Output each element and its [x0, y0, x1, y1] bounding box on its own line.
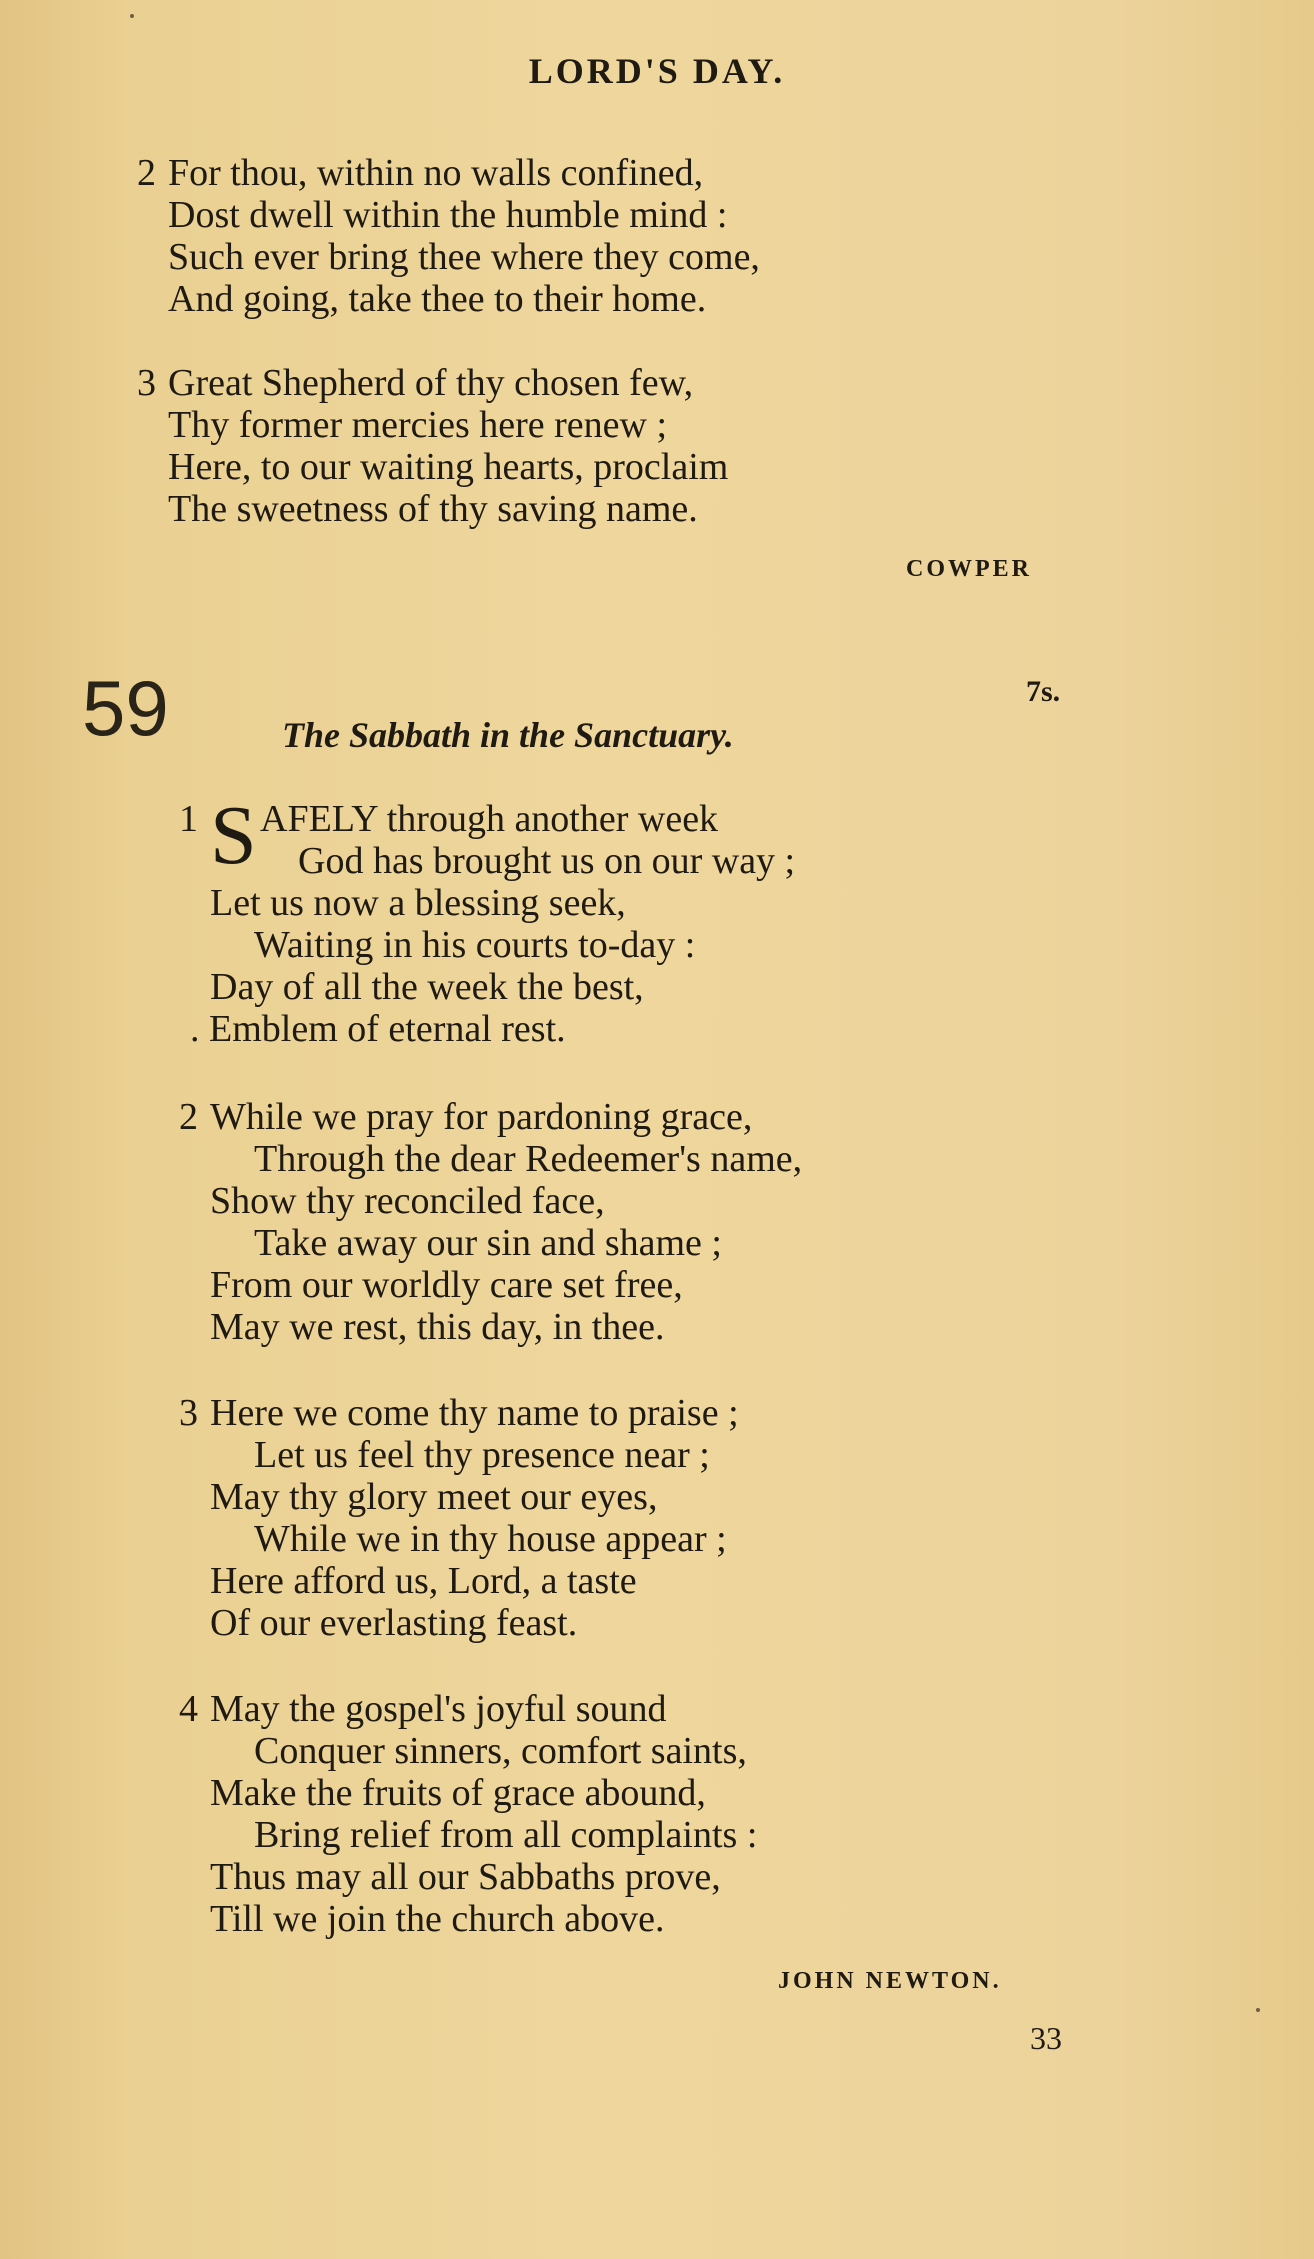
print-speck: [130, 14, 134, 18]
stanza-line: While we in thy house appear ;: [254, 1518, 727, 1560]
stanza-line: Waiting in his courts to-day :: [254, 924, 696, 966]
stanza-line: Dost dwell within the humble mind :: [168, 194, 728, 236]
print-speck: [1256, 2008, 1260, 2012]
stanza-line: And going, take thee to their home.: [168, 278, 707, 320]
stanza-line: Bring relief from all complaints :: [254, 1814, 758, 1856]
stanza-line: Thy former mercies here renew ;: [168, 404, 668, 446]
hymn-author: JOHN NEWTON.: [778, 1968, 1002, 1994]
stanza-number: 2: [137, 152, 156, 194]
prev-hymn-author: COWPER: [906, 556, 1032, 582]
stanza-line: May thy glory meet our eyes,: [210, 1476, 658, 1518]
stanza-line: Take away our sin and shame ;: [254, 1222, 722, 1264]
stanza-line: Here, to our waiting hearts, proclaim: [168, 446, 729, 488]
stanza-line: From our worldly care set free,: [210, 1264, 683, 1306]
hymn-stanza-3: [179, 1392, 739, 1644]
prev-hymn-stanza-3: [137, 362, 729, 530]
stanza-line: Through the dear Redeemer's name,: [254, 1138, 803, 1180]
hymn-meter: 7s.: [1026, 675, 1061, 708]
stanza-line: . Emblem of eternal rest.: [190, 1008, 566, 1050]
stanza-line: 2 For thou, within no walls confined,: [168, 152, 760, 194]
hymn-number: 59: [82, 664, 169, 752]
hymn-title: The Sabbath in the Sanctuary.: [282, 715, 734, 755]
stanza-line: Day of all the week the best,: [210, 966, 644, 1008]
stanza-number: 2: [179, 1096, 198, 1138]
stanza-line: 2 While we pray for pardoning grace,: [210, 1096, 802, 1138]
hymn-stanza-2: [179, 1096, 803, 1348]
stanza-line: Let us now a blessing seek,: [210, 882, 626, 924]
stanza-line: May we rest, this day, in thee.: [210, 1306, 665, 1348]
drop-cap: S: [210, 789, 257, 882]
stanza-line: Conquer sinners, comfort saints,: [254, 1730, 747, 1772]
hymn-stanza-1: [179, 789, 796, 1050]
stanza-line: Till we join the church above.: [210, 1898, 665, 1940]
stanza-line: 4 May the gospel's joyful sound: [210, 1688, 757, 1730]
stanza-line: Thus may all our Sabbaths prove,: [210, 1856, 721, 1898]
page-number: 33: [1030, 2020, 1062, 2056]
stanza-line: Show thy reconciled face,: [210, 1180, 605, 1222]
stanza-line: Let us feel thy presence near ;: [254, 1434, 710, 1476]
stanza-number: 3: [137, 362, 156, 404]
stanza-line: Of our everlasting feast.: [210, 1602, 578, 1644]
stanza-line: Such ever bring thee where they come,: [168, 236, 760, 278]
stanza-line: The sweetness of thy saving name.: [168, 488, 698, 530]
stanza-number: 1: [179, 798, 198, 840]
stanza-line: Make the fruits of grace abound,: [210, 1772, 706, 1814]
stanza-line: 3 Great Shepherd of thy chosen few,: [168, 362, 728, 404]
running-head: LORD'S DAY.: [528, 51, 786, 91]
stanza-number: 4: [179, 1688, 198, 1730]
stanza-line: 3 Here we come thy name to praise ;: [210, 1392, 739, 1434]
stanza-line: 1 S AFELY through another week: [210, 798, 795, 840]
stanza-line: Here afford us, Lord, a taste: [210, 1560, 637, 1602]
stanza-line: God has brought us on our way ;: [298, 840, 796, 882]
stanza-number: 3: [179, 1392, 198, 1434]
hymn-stanza-4: [179, 1688, 758, 1940]
prev-hymn-stanza-2: [137, 152, 760, 320]
